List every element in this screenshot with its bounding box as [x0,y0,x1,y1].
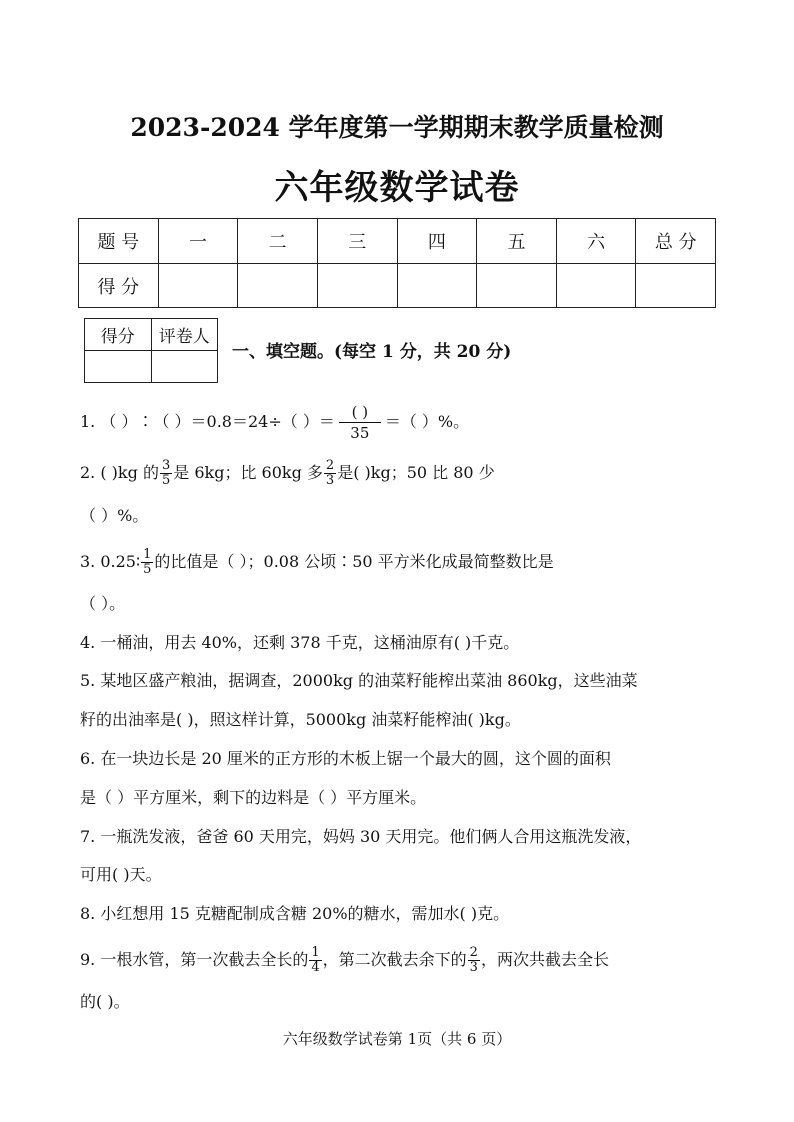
question-4: 4. 一桶油，用去 40%，还剩 378 千克，这桶油原有( )千克。 [80,633,520,652]
question-text: 是( )kg；50 比 80 少 [337,463,495,482]
grader-table [84,318,218,383]
score-cell [238,264,318,308]
question-5-line-2: 籽的出油率是( )，照这样计算，5000kg 油菜籽能榨油( )kg。 [80,710,521,729]
score-header-cell: 三 [317,219,397,264]
question-8: 8. 小红想用 15 克糖配制成含糖 20%的糖水，需加水( )克。 [80,904,510,923]
fraction-numerator: 2 [325,458,335,473]
grader-score-label: 得分 [85,319,152,351]
score-table [78,218,716,308]
question-7-line-2: 可用( )天。 [80,865,162,884]
score-row-label: 得 分 [79,264,159,308]
fraction-numerator: 1 [311,945,320,960]
fraction [339,402,381,443]
question-text: ，两次共截去全长 [480,950,609,969]
exam-header-title: 2023-2024 学年度第一学期期末教学质量检测 [130,113,664,142]
question-9 [80,946,720,975]
fraction-denominator: 5 [161,473,171,488]
section-title: 一、填空题。(每空 1 分，共 20 分) [232,342,512,362]
grader-name-label: 评卷人 [151,319,218,351]
score-cell [636,264,716,308]
score-header-cell: 总 分 [636,219,716,264]
question-5-line-1: 5. 某地区盛产粮油，据调查，2000kg 的油菜籽能榨出菜油 860kg，这些油菜 [80,671,638,690]
score-cell [397,264,477,308]
fraction-denominator: 35 [350,424,370,442]
question-2-line-2: （ ）%。 [80,506,149,525]
fraction-numerator: 1 [143,547,152,562]
grader-name-cell [151,351,218,383]
fraction-denominator: 3 [325,473,335,488]
question-text: 是 6kg；比 60kg 多 [173,463,323,482]
score-header-cell: 题 号 [79,219,159,264]
score-cell [158,264,238,308]
question-6-line-2: 是（ ）平方厘米，剩下的边料是（ ）平方厘米。 [80,788,427,807]
question-7-line-1: 7. 一瓶洗发液，爸爸 60 天用完，妈妈 30 天用完。他们俩人合用这瓶洗发液， [80,827,642,846]
question-text: 1. （ ）∶（ ）＝0.8＝24÷（ ）＝ [80,412,335,431]
fraction [324,459,336,488]
fraction-denominator: 4 [311,960,320,975]
score-header-cell: 四 [397,219,477,264]
question-text: 3. 0.25∶ [80,552,141,571]
score-header-cell: 二 [238,219,318,264]
score-table-header-row [79,219,716,264]
fraction-denominator: 3 [469,960,478,975]
fraction [468,946,480,975]
question-2 [80,459,720,488]
fraction [309,946,321,975]
fraction [141,548,153,577]
fraction-denominator: 5 [143,562,152,577]
score-cell [317,264,397,308]
question-1 [80,402,720,443]
question-9-line-2: 的( )。 [80,992,130,1011]
question-6-line-1: 6. 在一块边长是 20 厘米的正方形的木板上锯一个最大的圆，这个圆的面积 [80,749,611,768]
score-header-cell: 五 [477,219,557,264]
question-text: 的比值是（ ）；0.08 公顷∶50 平方米化成最简整数比是 [154,552,554,571]
score-cell [556,264,636,308]
score-header-cell: 一 [158,219,238,264]
grader-score-cell [85,351,152,383]
question-text: 2. ( )kg 的 [80,463,159,482]
fraction-numerator: 3 [161,458,171,473]
fraction [160,459,172,488]
question-3-line-2: （ ）。 [80,594,126,613]
page-footer: 六年级数学试卷第 1页（共 6 页） [282,1030,512,1048]
question-text: ＝（ ）%。 [384,412,470,431]
exam-subtitle: 六年级数学试卷 [274,168,520,208]
fraction-numerator: ( ) [339,402,381,423]
fraction-numerator: 2 [469,945,478,960]
question-text: 9. 一根水管，第一次截去全长的 [80,950,309,969]
question-3 [80,548,720,577]
score-cell [477,264,557,308]
question-text: ，第二次截去余下的 [322,950,467,969]
score-header-cell: 六 [556,219,636,264]
score-table-score-row [79,264,716,308]
